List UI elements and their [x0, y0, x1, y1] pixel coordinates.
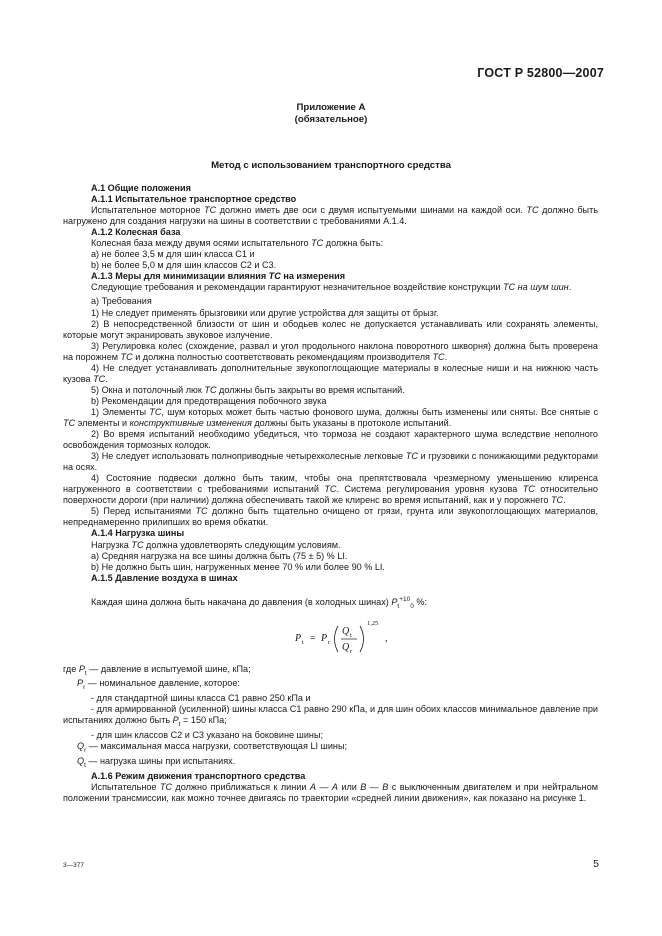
list-item: b) не более 5,0 м для шин классов С2 и С3. [91, 260, 277, 271]
heading-a16: А.1.6 Режим движения транспортного средства [91, 771, 306, 782]
list-item: 3) Не следует использовать полноприводные четырехколесные легковые ТС и грузовики с понижающими редукторами на осях. [63, 451, 598, 473]
formula-pt-sub: t [302, 638, 304, 646]
formula-qt-sub: t [350, 631, 352, 639]
para-a12: Колесная база между двумя осями испытательного ТС должна быть: [91, 238, 384, 249]
para-a16: Испытательное ТС должно приближаться к линии А — А или В — В с выключенным двигателем и при нейтральном положении трансмиссии, как можно точнее двигаясь по траектории «средней линии движения», как показано на рисунке 1. [63, 782, 598, 804]
list-item: - для стандартной шины класса С1 равно 250 кПа и [91, 693, 311, 704]
list-item: - для армированной (усиленной) шины класса С1 равно 290 кПа, и для шин обоих классов минимальное давление при испытаниях должно быть $P_t = 150$ кПа; [63, 704, 598, 729]
formula-qr-symbol: Q [342, 641, 350, 653]
list-item: - для шин классов С2 и С3 указано на боковине шины; [91, 730, 324, 741]
list-item: 1) Элементы ТС, шум которых может быть частью фонового шума, должны быть изменены или сняты. Все снятые с ТС элементы и конструктивные изменения должны быть указаны в протоколе испытаний. [63, 406, 598, 428]
formula-exponent: 1,25 [367, 619, 379, 627]
list-item: 2) В непосредственной близости от шин и ободьев колес не допускается устанавливать или сохранять элементы, которые могут экранировать звуковое излучение. [63, 318, 598, 340]
list-item: 1) Не следует применять брызговики или другие устройства для защиты от брызг. [91, 307, 439, 318]
list-item: а) Средняя нагрузка на все шины должна быть (75 ± 5) % LI. [91, 550, 348, 561]
para-a11: Испытательное моторное ТС должно иметь две оси с двумя испытуемыми шинами на каждой оси. ТС должно быть нагружено для создания нагрузки на шины в соответствии с требованиями А.1.4. [63, 205, 598, 227]
heading-a15: А.1.5 Давление воздуха в шинах [91, 572, 238, 583]
def-qr: $Q_r$ — максимальная масса нагрузки, соответствующая LI шины; [77, 741, 348, 755]
list-item: 2) Во время испытаний необходимо убедиться, что тормоза не создают характерного шума вследствие неполного освобождения тормозных колодок. [63, 429, 598, 451]
list-item: 5) Перед испытаниями ТС должно быть тщательно очищено от грязи, грунта или звукопоглощающих материалов, непреднамеренно прилипших во время обкатки. [63, 506, 599, 528]
body-text [63, 183, 598, 804]
heading-a14: А.1.4 Нагрузка шины [91, 528, 185, 539]
para-a15: Каждая шина должна быть накачана до давления (в холодных шинах) $P_t^{+10}_0$ %: [91, 595, 428, 610]
footer-code: 3—377 [63, 862, 84, 869]
heading-a11: А.1.1 Испытательное транспортное средство [91, 194, 297, 205]
formula-qt-symbol: Q [342, 625, 350, 637]
formula-comma: , [385, 632, 388, 644]
heading-a12: А.1.2 Колесная база [91, 227, 181, 238]
section-title: Метод с использованием транспортного средства [211, 160, 451, 171]
para-a14: Нагрузка ТС должна удовлетворять следующим условиям. [91, 539, 341, 550]
def-pt: где $P_t$ — давление в испытуемой шине, кПа; [63, 663, 251, 677]
list-item: b) Рекомендации для предотвращения побочного звука [91, 395, 327, 406]
formula-right-paren [360, 626, 364, 652]
def-qt: $Q_t$ — нагрузка шины при испытаниях. [77, 756, 236, 769]
list-item: 5) Окна и потолочный люк ТС должны быть закрыты во время испытаний. [91, 384, 405, 395]
list-item: а) Требования [91, 296, 152, 307]
heading-a13: А.1.3 Меры для минимизации влияния ТС на измерения [91, 271, 346, 282]
pressure-formula [63, 612, 598, 664]
formula-equals: = [310, 632, 316, 644]
formula-pr-sub: r [328, 638, 331, 646]
para-a13-intro: Следующие требования и рекомендации гарантируют незначительное воздействие конструкции ТС на шум шин. [91, 282, 572, 293]
formula-svg [63, 612, 598, 664]
heading-a1: А.1 Общие положения [91, 183, 191, 193]
list-item: b) Не должно быть шин, нагруженных менее 70 % или более 90 % LI. [91, 561, 385, 572]
formula-pr-symbol: P [321, 632, 328, 644]
appendix-note: (обязательное) [294, 114, 368, 125]
def-pr: $P_r$ — номинальное давление, которое: [77, 678, 240, 692]
page-number: 5 [593, 858, 599, 870]
formula-left-paren [335, 626, 339, 652]
formula-pt-symbol: P [295, 632, 302, 644]
appendix-title: Приложение А [296, 102, 366, 113]
list-item: 4) Состояние подвески должно быть таким, чтобы она препятствовала чрезмерному уменьшению клиренса нагруженного в соответствии с требованиями испытаний ТС. Система регулирования уровня кузова ТС относительно поверхности дороги (при наличии) должна обеспечивать такой же клиренс во время испытаний, как и у порожнего ТС. [63, 473, 598, 506]
standard-number: ГОСТ Р 52800—2007 [477, 66, 604, 80]
list-item: 4) Не следует устанавливать дополнительные звукопоглощающие материалы в колесные ниши и на нижнюю часть кузова ТС. [63, 362, 598, 384]
list-item: 3) Регулировка колес (схождение, развал и угол продольного наклона поворотного шкворня) должна быть проверена на порожнем ТС и должна полностью соответствовать рекомендациям производителя ТС. [63, 340, 598, 362]
formula-qr-sub: r [350, 647, 353, 655]
list-item: а) не более 3,5 м для шин класса С1 и [91, 249, 255, 260]
